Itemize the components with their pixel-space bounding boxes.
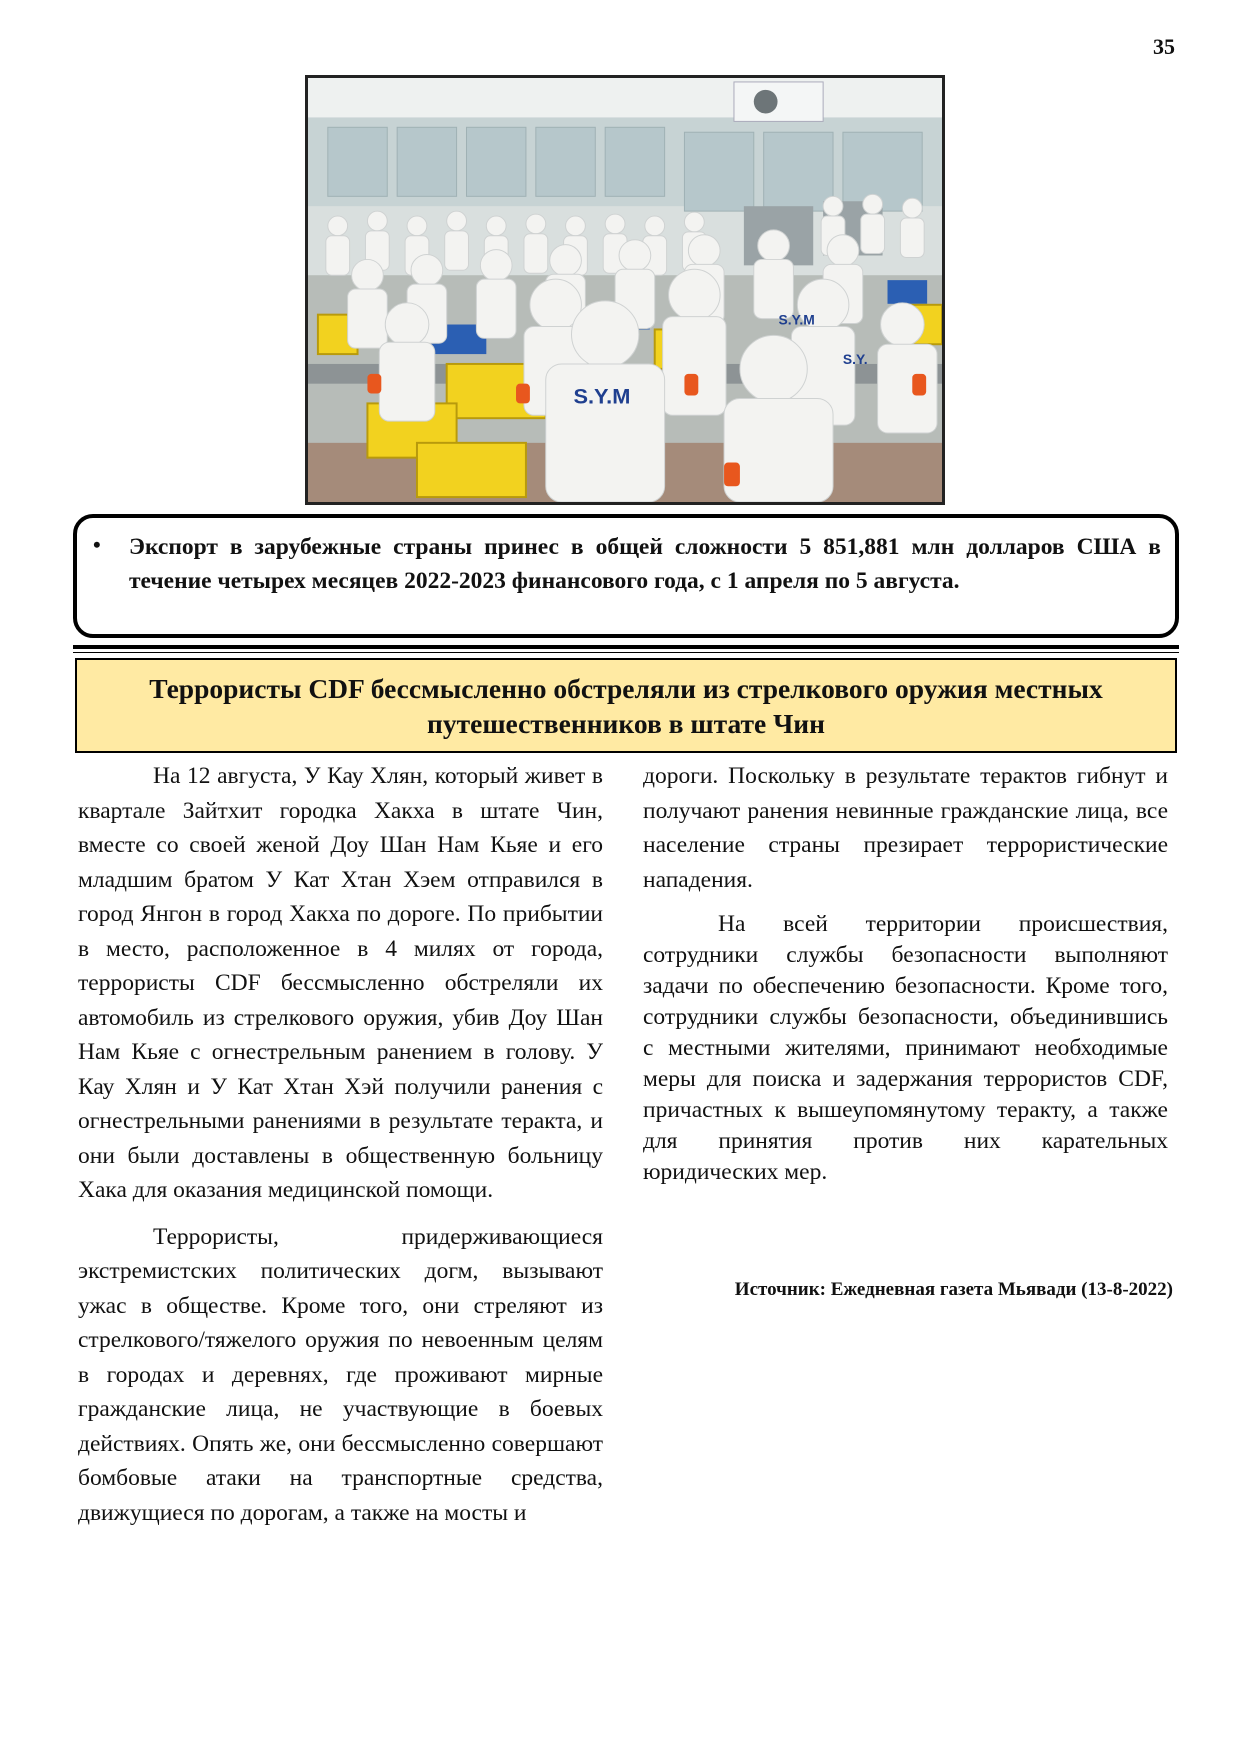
article-paragraph: Террористы, придерживающиеся экстремистских политических догм, вызывают ужас в обществе. Кроме того, они стреляют из стрелкового/тяжелого оружия по невоенным целям в городах и деревнях, где проживают мирные гражданские лица, не участвующие в боевых действиях. Опять же, они бессмысленно совершают бомбовые атаки на транспортные средства, движущиеся по дорогам, а также на мосты и (78, 1223, 603, 1526)
sym-label-middle: S.Y.M (778, 311, 815, 328)
divider-thick (73, 645, 1179, 649)
factory-photo (305, 75, 945, 505)
sym-label-right: S.Y. (842, 350, 868, 367)
article-column-left (78, 759, 603, 1542)
export-summary-box (73, 514, 1179, 638)
factory-photo-drawing (308, 78, 942, 502)
divider-thin (73, 652, 1179, 653)
export-summary-text: Экспорт в зарубежные страны принес в общей сложности 5 851,881 млн долларов США в течение четырех месяцев 2022-2023 финансового года, с 1 апреля по 5 августа. (129, 534, 1161, 594)
sym-label-front: S.Y.M (573, 383, 631, 409)
article-source: Источник: Ежедневная газета Мьявади (13-8-2022) (734, 1279, 1173, 1300)
page-number: 35 (1153, 34, 1175, 59)
bullet-icon: • (93, 532, 101, 557)
article-paragraph: На всей территории происшествия, сотрудники службы безопасности выполняют задачи по обеспечению безопасности. Кроме того, сотрудники службы безопасности, объединившись с местными жителями, принимают необходимые меры для поиска и задержания террористов CDF, причастных к вышеупомянутому теракту, а также для принятия против них карательных юридических мер. (643, 911, 1168, 1185)
article-paragraph: дороги. Поскольку в результате терактов гибнут и получают ранения невинные гражданские лица, все население страны презирает террористические нападения. (643, 763, 1168, 893)
article-heading-box (75, 658, 1177, 753)
article-paragraph: На 12 августа, У Кау Хлян, который живет в квартале Зайтхит городка Хакха в штате Чин, вместе со своей женой Доу Шан Нам Кьяе и его младшим братом У Кат Хтан Хэем отправился в город Янгон в город Хакха по дороге. По прибытии в место, расположенное в 4 милях от города, террористы CDF бессмысленно обстреляли их автомобиль из стрелкового оружия, убив Доу Шан Нам Кьяе с огнестрельным ранением в голову. У Кау Хлян и У Кат Хтан Хэй получили ранения с огнестрельными ранениями в результате теракта, и они были доставлены в общественную больницу Хака для оказания медицинской помощи. (78, 763, 603, 1203)
article-column-right (643, 759, 1168, 1200)
article-title: Террористы CDF бессмысленно обстреляли из стрелкового оружия местных путешественников в штате Чин (149, 672, 1103, 739)
